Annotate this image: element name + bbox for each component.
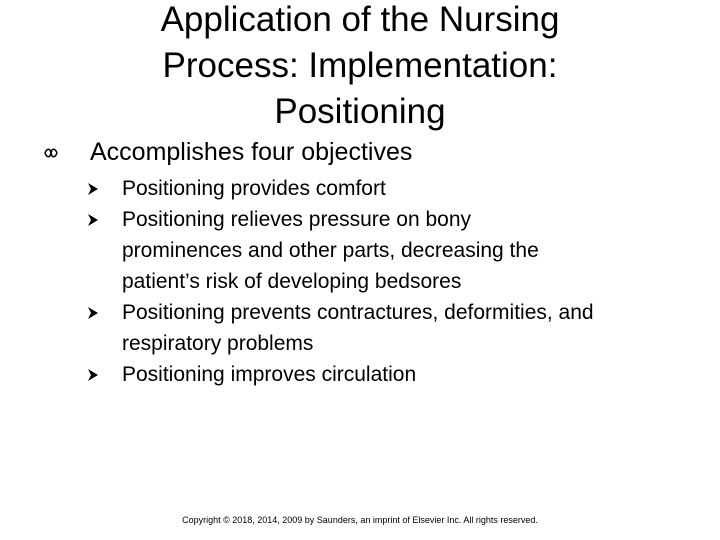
arrow-bullet-icon — [86, 306, 100, 320]
sub-bullet-list — [86, 173, 686, 390]
title-line-2: Process: Implementation: — [162, 46, 558, 85]
arrow-bullet-icon — [86, 213, 100, 227]
sub-bullet-text: Positioning provides comfort — [122, 177, 386, 200]
arrow-bullet-icon — [86, 182, 100, 196]
sub-bullet-text: Positioning relieves pressure on bony prominences and other parts, decreasing the patient’s risk of developing bedsores — [122, 208, 539, 293]
main-bullet-text: Accomplishes four objectives — [90, 138, 413, 166]
arrow-bullet-icon — [86, 368, 100, 382]
sub-bullet-item — [86, 359, 686, 390]
title-line-3: Positioning — [274, 92, 446, 131]
sub-bullet-text: Positioning prevents contractures, deformities, and respiratory problems — [122, 301, 594, 355]
sub-bullet-item — [86, 173, 686, 204]
ornament-bullet-icon — [44, 147, 58, 159]
copyright-footer: Copyright © 2018, 2014, 2009 by Saunders, an imprint of Elsevier Inc. All rights reserved. — [182, 515, 538, 525]
slide-title — [60, 0, 660, 135]
sub-bullet-item — [86, 204, 686, 297]
sub-bullet-item — [86, 297, 686, 359]
title-line-1: Application of the Nursing — [160, 0, 560, 39]
sub-bullet-text: Positioning improves circulation — [122, 363, 417, 386]
